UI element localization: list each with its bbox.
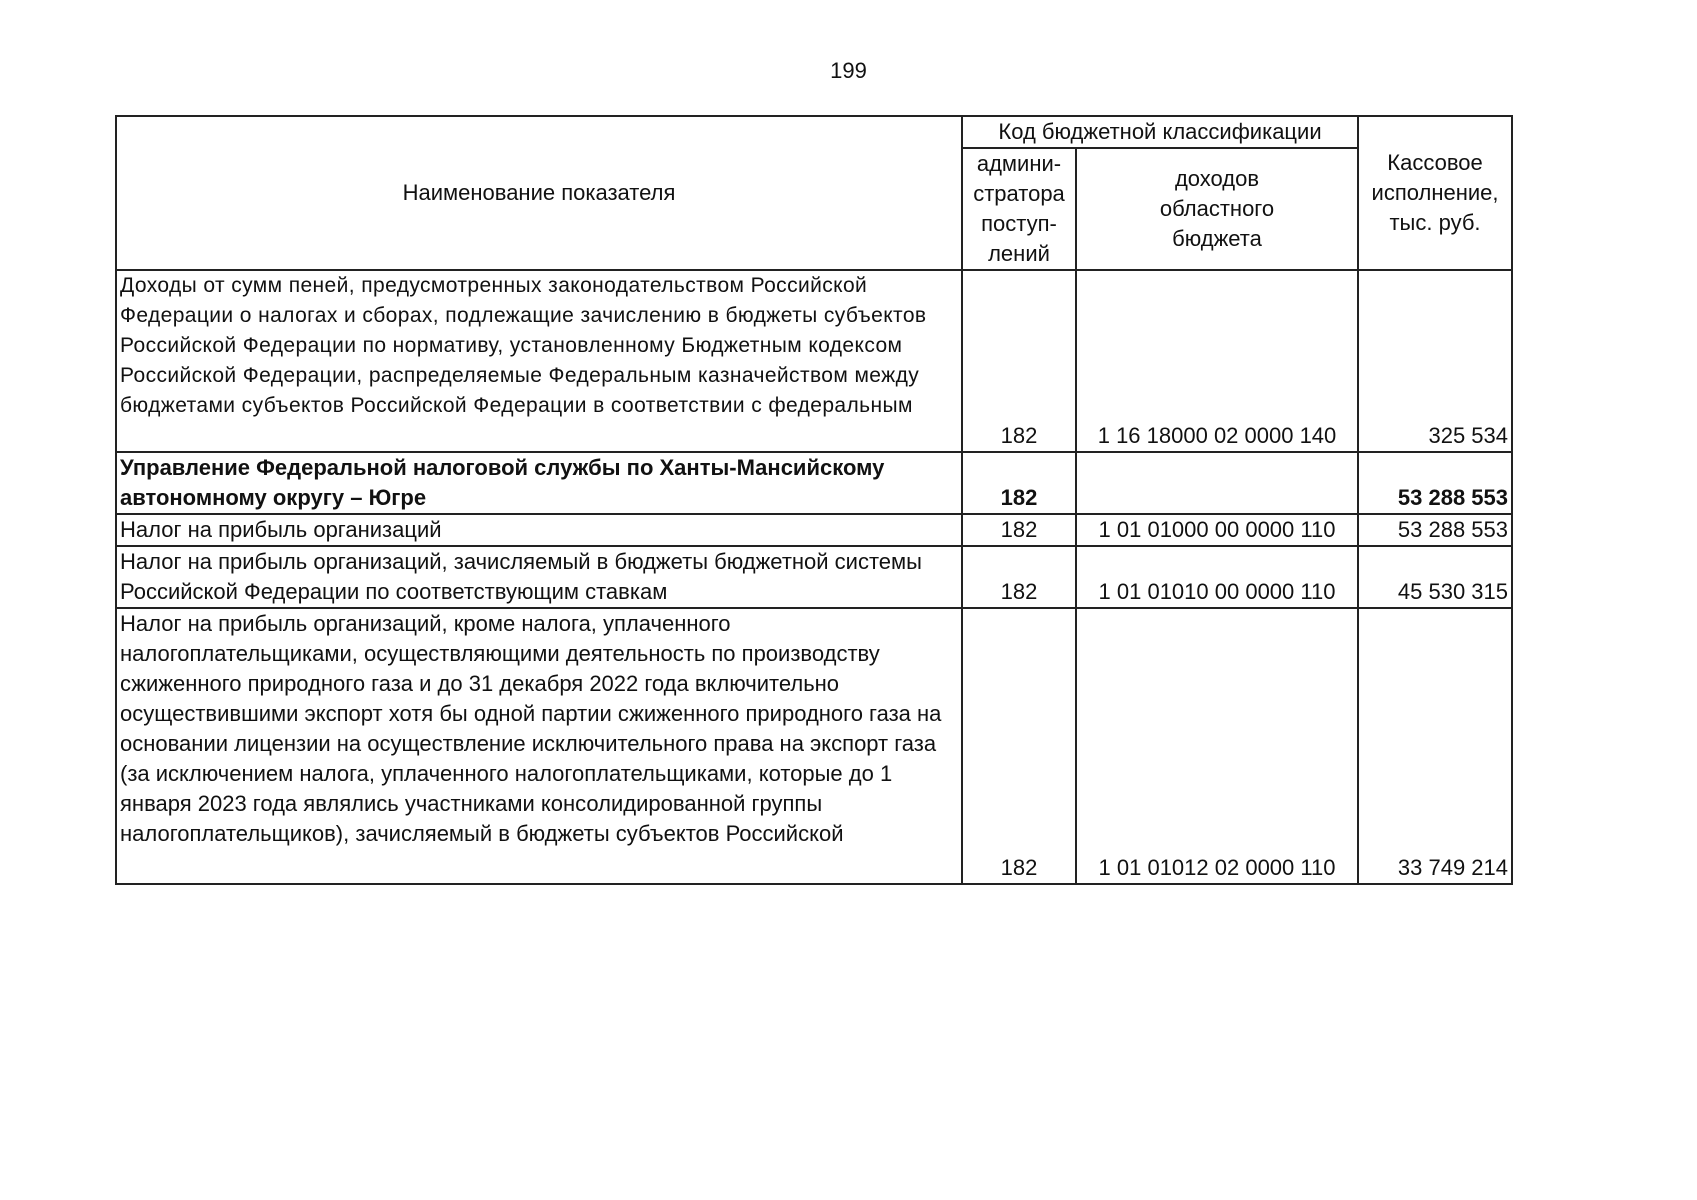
table-row xyxy=(116,608,1512,884)
header-admin: админи- стратора поступ- лений xyxy=(962,148,1076,270)
budget-table xyxy=(115,115,1513,885)
table-row xyxy=(116,452,1512,514)
row-code xyxy=(1076,452,1358,514)
row-code: 1 16 18000 02 0000 140 xyxy=(1076,270,1358,452)
row-name xyxy=(116,270,962,452)
page-number: 199 xyxy=(830,58,867,83)
row-amount: 325 534 xyxy=(1358,270,1512,452)
row-admin: 182 xyxy=(962,270,1076,452)
table-row xyxy=(116,270,1512,452)
row-amount: 45 530 315 xyxy=(1358,546,1512,608)
row-name xyxy=(116,608,962,884)
header-code-group: Код бюджетной классификации xyxy=(962,116,1358,148)
row-amount: 53 288 553 xyxy=(1358,452,1512,514)
row-admin: 182 xyxy=(962,608,1076,884)
row-code: 1 01 01010 00 0000 110 xyxy=(1076,546,1358,608)
header-income: доходов областного бюджета xyxy=(1076,148,1358,270)
row-name: Налог на прибыль организаций, зачисляемый в бюджеты бюджетной системы Российской Федерации по соответствующим ставкам xyxy=(116,546,962,608)
row-code: 1 01 01000 00 0000 110 xyxy=(1076,514,1358,546)
row-name: Управление Федеральной налоговой службы по Ханты-Мансийскому автономному округу – Югре xyxy=(116,452,962,514)
row-name-text: Налог на прибыль организаций, кроме налога, уплаченного налогоплательщиками, осуществляющими деятельность по производству сжиженного природного газа и до 31 декабря 2022 года включительно осуществившими экспорт хотя бы одной партии сжиженного природного газа на основании лицензии на осуществление исключительного права на экспорт газа (за исключением налога, уплаченного налогоплательщиками, которые до 1 января 2023 года являлись участниками консолидированной группы налогоплательщиков), зачисляемый в бюджеты субъектов Российской xyxy=(120,611,942,846)
row-admin: 182 xyxy=(962,514,1076,546)
row-admin: 182 xyxy=(962,452,1076,514)
header-amount: Кассовое исполнение, тыс. руб. xyxy=(1358,116,1512,270)
row-code: 1 01 01012 02 0000 110 xyxy=(1076,608,1358,884)
row-amount: 33 749 214 xyxy=(1358,608,1512,884)
row-name-text: Доходы от сумм пеней, предусмотренных законодательством Российской Федерации о налогах и сборах, подлежащие зачислению в бюджеты субъектов Российской Федерации по нормативу, установленному Бюджетным кодексом Российской Федерации, распределяемые Федеральным казначейством между бюджетами субъектов Российской Федерации в соответствии с федеральным xyxy=(120,274,927,417)
table-row xyxy=(116,514,1512,546)
table-body xyxy=(116,270,1512,884)
row-admin: 182 xyxy=(962,546,1076,608)
table-row xyxy=(116,546,1512,608)
table-header xyxy=(116,116,1512,270)
header-name: Наименование показателя xyxy=(116,116,962,270)
row-amount: 53 288 553 xyxy=(1358,514,1512,546)
row-name: Налог на прибыль организаций xyxy=(116,514,962,546)
